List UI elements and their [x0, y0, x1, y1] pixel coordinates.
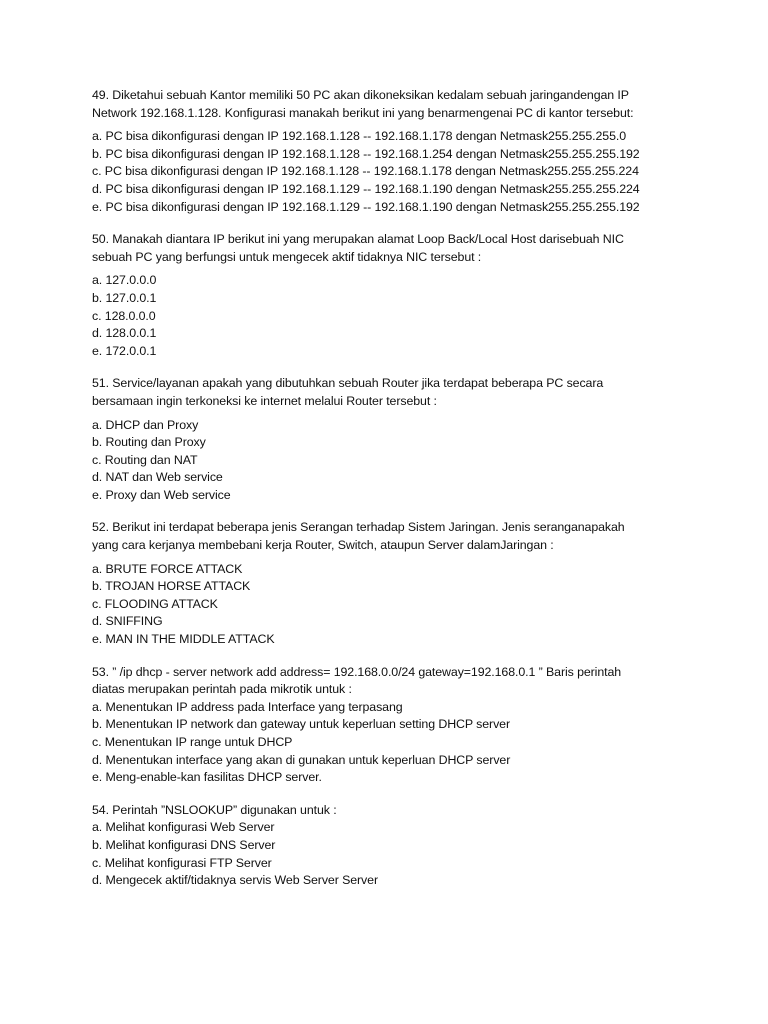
question-text-line: 53. ” /ip dhcp - server network add address= 192.168.0.0/24 gateway=192.168.0.1 ” Baris perintah [92, 664, 622, 679]
answer-option: d. 128.0.0.1 [92, 326, 157, 341]
question-text-line: sebuah PC yang berfungsi untuk mengecek aktif tidaknya NIC tersebut : [92, 249, 482, 264]
answer-option: e. Meng-enable-kan fasilitas DHCP server. [92, 770, 322, 785]
answer-option: e. PC bisa dikonfigurasi dengan IP 192.168.1.129 -- 192.168.1.190 dengan Netmask255.255.255.192 [92, 199, 640, 214]
answer-option: e. 172.0.0.1 [92, 343, 157, 358]
answer-option: c. Menentukan IP range untuk DHCP [92, 735, 293, 749]
answer-option: c. Melihat konfigurasi FTP Server [92, 855, 272, 870]
question-text-line: bersamaan ingin terkoneksi ke internet melalui Router tersebut : [92, 393, 437, 408]
answer-options [92, 272, 692, 360]
question-text-line: 54. Perintah ”NSLOOKUP” digunakan untuk : [92, 802, 337, 817]
question-text-line: 49. Diketahui sebuah Kantor memiliki 50 PC akan dikoneksikan kedalam sebuah jaringandengan IP [92, 88, 629, 102]
answer-option: b. 127.0.0.1 [92, 290, 157, 305]
question-49 [92, 87, 692, 216]
answer-options [92, 699, 692, 787]
question-text-line: 51. Service/layanan apakah yang dibutuhkan sebuah Router jika terdapat beberapa PC secara [92, 376, 604, 391]
answer-option: d. NAT dan Web service [92, 470, 223, 485]
answer-option: e. MAN IN THE MIDDLE ATTACK [92, 632, 275, 647]
question-text-line: yang cara kerjanya membebani kerja Router, Switch, ataupun Server dalamJaringan : [92, 538, 554, 553]
answer-option: a. BRUTE FORCE ATTACK [92, 561, 243, 576]
answer-option: e. Proxy dan Web service [92, 487, 231, 502]
answer-option: b. PC bisa dikonfigurasi dengan IP 192.168.1.128 -- 192.168.1.254 dengan Netmask255.255.255.192 [92, 146, 640, 161]
question-54 [92, 802, 692, 890]
answer-option: d. Menentukan interface yang akan di gunakan untuk keperluan DHCP server [92, 752, 511, 767]
answer-option: b. TROJAN HORSE ATTACK [92, 579, 251, 594]
question-text-line: 50. Manakah diantara IP berikut ini yang merupakan alamat Loop Back/Local Host darisebuah NIC [92, 232, 624, 247]
answer-option: a. 127.0.0.0 [92, 273, 157, 288]
answer-options [92, 128, 692, 216]
answer-option: d. Mengecek aktif/tidaknya servis Web Server Server [92, 873, 378, 888]
answer-option: c. FLOODING ATTACK [92, 596, 218, 611]
question-text-line: diatas merupakan perintah pada mikrotik untuk : [92, 682, 352, 697]
answer-option: b. Routing dan Proxy [92, 435, 206, 450]
question-53 [92, 664, 692, 787]
answer-options [92, 819, 692, 889]
answer-option: d. PC bisa dikonfigurasi dengan IP 192.168.1.129 -- 192.168.1.190 dengan Netmask255.255.255.224 [92, 181, 640, 196]
question-50 [92, 231, 692, 360]
document-page [92, 87, 692, 890]
answer-option: b. Melihat konfigurasi DNS Server [92, 837, 276, 852]
answer-option: a. PC bisa dikonfigurasi dengan IP 192.168.1.128 -- 192.168.1.178 dengan Netmask255.255.255.0 [92, 129, 626, 144]
answer-options [92, 561, 692, 649]
answer-option: a. DHCP dan Proxy [92, 417, 199, 432]
answer-options [92, 417, 692, 505]
answer-option: c. Routing dan NAT [92, 452, 198, 467]
answer-option: a. Melihat konfigurasi Web Server [92, 820, 275, 835]
answer-option: a. Menentukan IP address pada Interface yang terpasang [92, 699, 403, 714]
answer-option: c. PC bisa dikonfigurasi dengan IP 192.168.1.128 -- 192.168.1.178 dengan Netmask255.255.255.224 [92, 164, 639, 179]
answer-option: b. Menentukan IP network dan gateway untuk keperluan setting DHCP server [92, 717, 510, 732]
question-52 [92, 519, 692, 648]
answer-option: c. 128.0.0.0 [92, 308, 156, 323]
answer-option: d. SNIFFING [92, 614, 163, 629]
question-text-line: Network 192.168.1.128. Konfigurasi manakah berikut ini yang benarmengenai PC di kantor tersebut: [92, 105, 634, 120]
question-51 [92, 375, 692, 504]
question-text-line: 52. Berikut ini terdapat beberapa jenis Serangan terhadap Sistem Jaringan. Jenis seranganapakah [92, 520, 625, 535]
